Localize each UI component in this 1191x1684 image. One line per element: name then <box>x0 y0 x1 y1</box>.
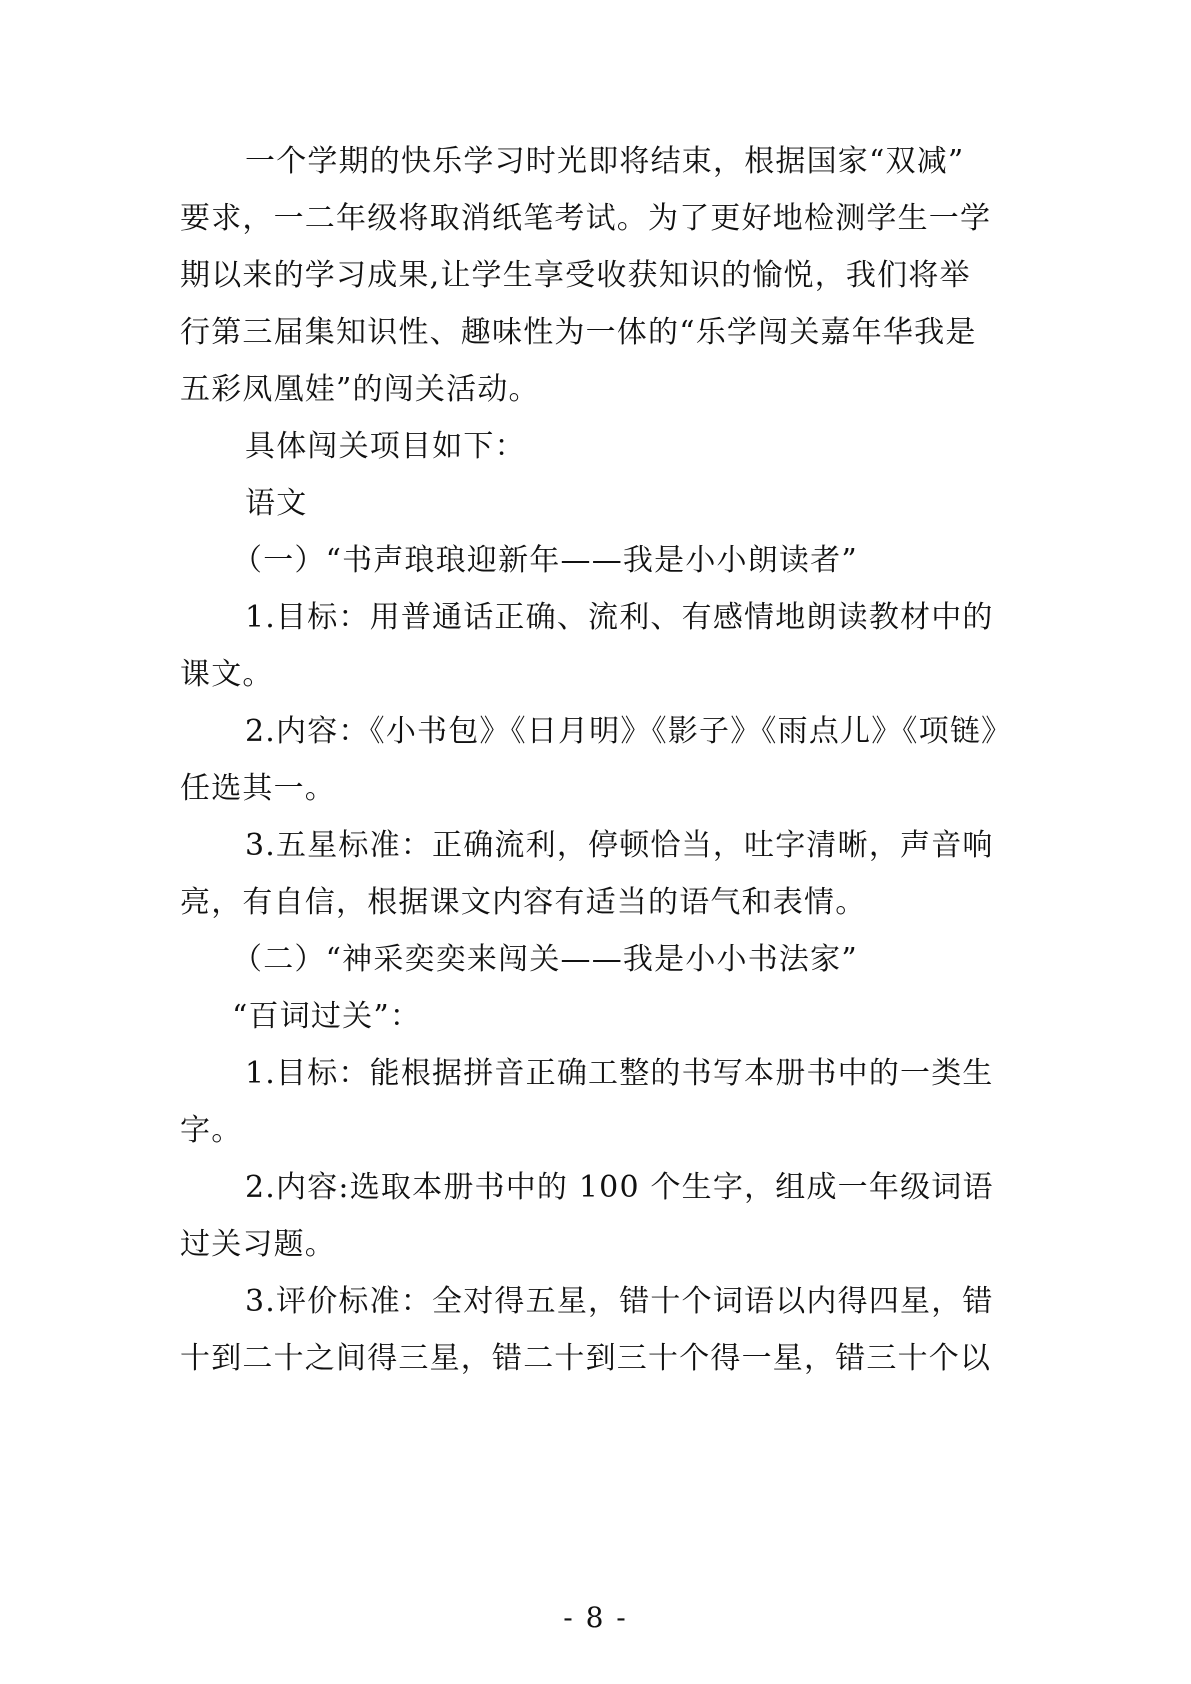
paragraph-line: 2.内容：《小书包》《日月明》《影子》《雨点儿》《项链》 <box>245 714 1013 749</box>
subsection-heading: （一）“书声琅琅迎新年——我是小小朗读者” <box>232 543 858 578</box>
paragraph-line: 过关习题。 <box>180 1227 336 1262</box>
paragraph-line: 期以来的学习成果,让学生享受收获知识的愉悦，我们将举 <box>180 258 971 293</box>
subsection-heading: “百词过关”： <box>232 999 422 1034</box>
paragraph-line: 五彩凤凰娃”的闯关活动。 <box>180 372 540 407</box>
paragraph-line: 3.五星标准：正确流利，停顿恰当，吐字清晰，声音响 <box>245 828 994 863</box>
subsection-heading: （二）“神采奕奕来闯关——我是小小书法家” <box>232 942 858 977</box>
section-heading: 语文 <box>245 486 308 521</box>
paragraph-line: 具体闯关项目如下： <box>245 429 526 464</box>
paragraph-line: 1.目标：用普通话正确、流利、有感情地朗读教材中的 <box>245 600 994 635</box>
paragraph-line: 亮，有自信，根据课文内容有适当的语气和表情。 <box>180 885 867 920</box>
paragraph-line: 十到二十之间得三星，错二十到三十个得一星，错三十个以 <box>180 1341 992 1376</box>
paragraph-line: 字。 <box>180 1113 243 1148</box>
paragraph-line: 3.评价标准：全对得五星，错十个词语以内得四星，错 <box>245 1284 994 1319</box>
paragraph-line: 1.目标：能根据拼音正确工整的书写本册书中的一类生 <box>245 1056 994 1091</box>
paragraph-line: 课文。 <box>180 657 274 692</box>
paragraph-line: 2.内容:选取本册书中的 100 个生字，组成一年级词语 <box>245 1170 994 1205</box>
paragraph-line: 要求，一二年级将取消纸笔考试。为了更好地检测学生一学 <box>180 201 992 236</box>
page-number: - 8 - <box>563 1601 628 1634</box>
paragraph-line: 行第三届集知识性、趣味性为一体的“乐学闯关嘉年华我是 <box>180 315 977 350</box>
paragraph-line: 一个学期的快乐学习时光即将结束，根据国家“双减” <box>245 144 965 179</box>
paragraph-line: 任选其一。 <box>180 771 336 806</box>
